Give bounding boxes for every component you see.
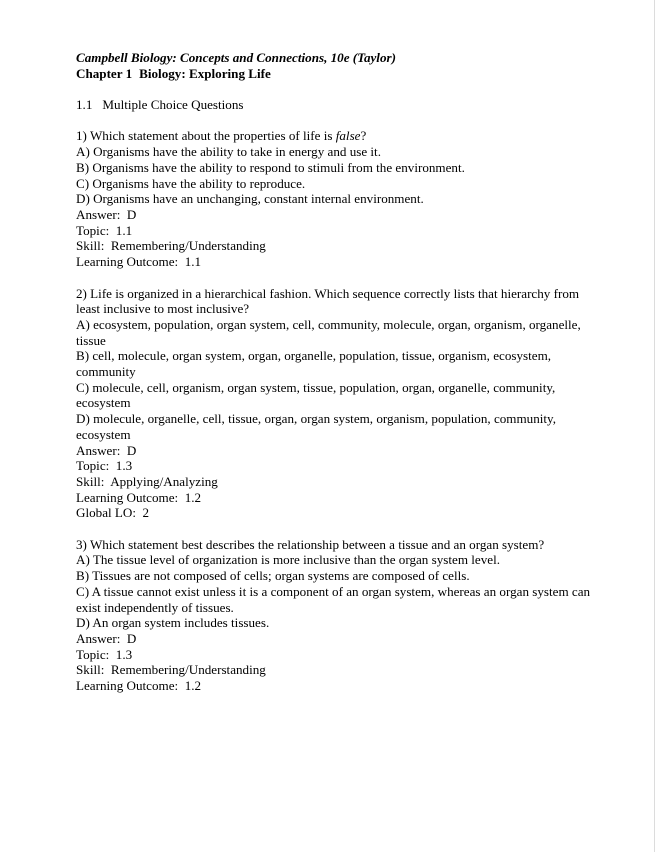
question-block bbox=[76, 286, 593, 522]
question-meta-line: Learning Outcome: 1.2 bbox=[76, 678, 202, 694]
question-block bbox=[76, 128, 593, 269]
question-meta-line: Learning Outcome: 1.1 bbox=[76, 254, 202, 270]
question-meta-line: Skill: Applying/Analyzing bbox=[76, 473, 218, 489]
stem-text: 1) Which statement about the properties of life is bbox=[76, 128, 336, 144]
question-meta-line: Topic: 1.3 bbox=[76, 458, 133, 474]
book-title: Campbell Biology: Concepts and Connections, 10e (Taylor) bbox=[76, 50, 396, 65]
questions-list bbox=[76, 128, 593, 693]
answer-choice: C) molecule, cell, organism, organ system, tissue, population, organ, organelle, community, ecosystem bbox=[76, 379, 556, 411]
document-header bbox=[76, 50, 593, 81]
question-stem bbox=[76, 537, 593, 553]
question-block bbox=[76, 537, 593, 694]
chapter-heading bbox=[76, 66, 593, 82]
answer-choice: B) cell, molecule, organ system, organ, organelle, population, tissue, organism, ecosystem, community bbox=[76, 348, 552, 380]
document-page bbox=[76, 50, 593, 694]
question-meta-line: Skill: Remembering/Understanding bbox=[76, 662, 266, 678]
question-meta-line: Learning Outcome: 1.2 bbox=[76, 489, 202, 505]
question-meta-line: Topic: 1.3 bbox=[76, 646, 133, 662]
chapter-title: Biology: Exploring Life bbox=[139, 65, 271, 81]
section-label: 1.1 bbox=[76, 97, 93, 113]
question-meta-line: Answer: D bbox=[76, 630, 137, 646]
question-stem bbox=[76, 286, 593, 317]
stem-text: 2) Life is organized in a hierarchical fashion. Which sequence correctly lists that hierarchy from least inclusive to most inclusive? bbox=[76, 285, 580, 317]
answer-choice: A) The tissue level of organization is more inclusive than the organ system level. bbox=[76, 552, 500, 568]
section-heading bbox=[76, 97, 593, 113]
question-meta-line: Answer: D bbox=[76, 207, 137, 222]
answer-choice: D) molecule, organelle, cell, tissue, organ, organ system, organism, population, community, ecosystem bbox=[76, 411, 557, 442]
question-meta-line: Answer: D bbox=[76, 442, 137, 458]
answer-choice: D) Organisms have an unchanging, constant internal environment. bbox=[76, 191, 424, 207]
stem-text: 3) Which statement best describes the relationship between a tissue and an organ system? bbox=[76, 536, 545, 552]
answer-choice: C) Organisms have the ability to reproduce. bbox=[76, 175, 306, 191]
answer-choice: B) Tissues are not composed of cells; organ systems are composed of cells. bbox=[76, 568, 470, 584]
section-title: Multiple Choice Questions bbox=[102, 97, 244, 113]
answer-choice: B) Organisms have the ability to respond to stimuli from the environment. bbox=[76, 159, 465, 175]
answer-choice: D) An organ system includes tissues. bbox=[76, 615, 270, 631]
question-meta-line: Skill: Remembering/Understanding bbox=[76, 238, 266, 254]
answer-choice: C) A tissue cannot exist unless it is a component of an organ system, whereas an organ system can exist independently of tissues. bbox=[76, 583, 591, 615]
answer-choice: A) Organisms have the ability to take in energy and use it. bbox=[76, 144, 381, 160]
question-meta-line: Global LO: 2 bbox=[76, 505, 150, 521]
chapter-label: Chapter 1 bbox=[76, 65, 133, 81]
stem-italic-text: false bbox=[335, 128, 361, 144]
stem-text: ? bbox=[360, 128, 367, 144]
question-meta-line: Topic: 1.1 bbox=[76, 222, 133, 238]
question-stem bbox=[76, 128, 593, 144]
answer-choice: A) ecosystem, population, organ system, cell, community, molecule, organ, organism, organelle, tissue bbox=[76, 316, 581, 348]
